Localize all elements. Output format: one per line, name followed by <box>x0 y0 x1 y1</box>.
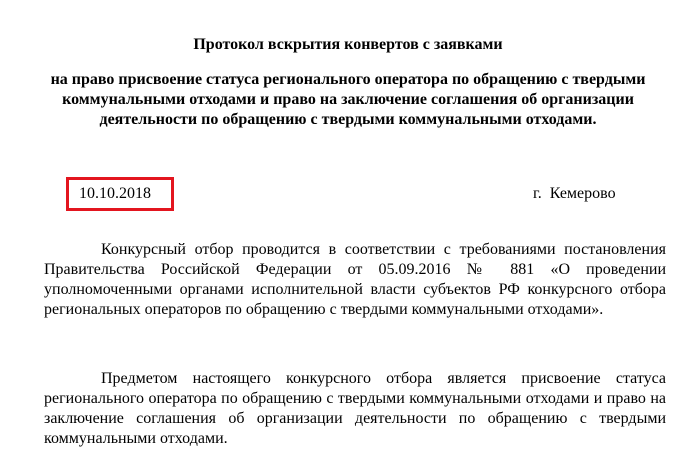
document-date: 10.10.2018 <box>79 185 151 202</box>
document-title: Протокол вскрытия конвертов с заявками <box>193 36 503 53</box>
paragraph-legal-basis: Конкурсный отбор проводится в соответствии с требованиями постановления Правительства Российской Федерации от 05.09.2016 № 881 «О проведении уполномоченными органами исполнительной власти субъектов РФ конкурсного отбора региональных операторов по обращению с твердыми коммунальными отходами». <box>44 241 666 318</box>
document-city: г. Кемерово <box>533 185 616 202</box>
document-subtitle: на право присвоение статуса регионального оператора по обращению с твердыми коммунальными отходами и право на заключение соглашения об организации деятельности по обращению с твердыми коммунальными отходами. <box>50 71 646 128</box>
paragraph-subject: Предметом настоящего конкурсного отбора является присвоение статуса регионального оператора по обращению с твердыми коммунальными отходами и право на заключение соглашения об организации деятельности по обращению с твердыми коммунальными отходами. <box>44 370 666 447</box>
